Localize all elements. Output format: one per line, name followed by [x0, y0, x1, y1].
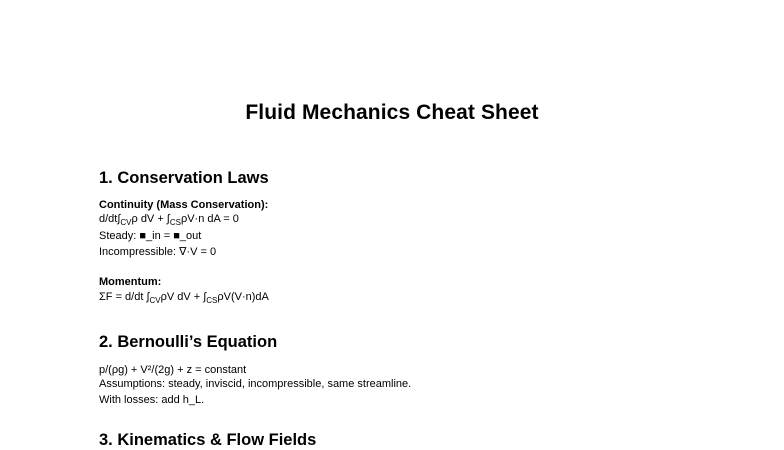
- momentum-eq-part-b: ρV dV + ∫: [160, 291, 207, 303]
- bernoulli-assumptions: Assumptions: steady, inviscid, incompressible, same streamline.: [99, 378, 412, 390]
- momentum-eq-part-a: ΣF = d/dt ∫: [99, 291, 150, 303]
- momentum-eq-sub-cs: CS: [206, 296, 218, 305]
- section-heading-kinematics: 3. Kinematics & Flow Fields: [99, 431, 317, 449]
- momentum-eq-part-c: ρV(V·n)dA: [217, 291, 269, 303]
- continuity-eq-part-c: ρV·n dA = 0: [180, 213, 239, 225]
- bernoulli-equation: p/(ρg) + V²/(2g) + z = constant: [99, 364, 247, 376]
- steady-condition: Steady: ■_in = ■_out: [99, 230, 202, 242]
- bernoulli-losses: With losses: add h_L.: [99, 394, 205, 406]
- continuity-eq-sub-cv: CV: [120, 218, 132, 227]
- continuity-eq-part-a: d/dt∫: [99, 213, 121, 225]
- section-heading-conservation-laws: 1. Conservation Laws: [99, 169, 269, 187]
- section-heading-bernoulli: 2. Bernoulli’s Equation: [99, 333, 278, 351]
- continuity-equation: [99, 213, 239, 226]
- page-title: Fluid Mechanics Cheat Sheet: [245, 101, 539, 124]
- momentum-label: Momentum:: [99, 276, 162, 288]
- continuity-label: Continuity (Mass Conservation):: [99, 199, 269, 211]
- continuity-eq-sub-cs: CS: [169, 218, 181, 227]
- continuity-eq-part-b: ρ dV + ∫: [131, 213, 170, 225]
- incompressible-condition: Incompressible: ∇·V = 0: [99, 246, 217, 258]
- momentum-eq-sub-cv: CV: [149, 296, 161, 305]
- momentum-equation: [99, 291, 269, 304]
